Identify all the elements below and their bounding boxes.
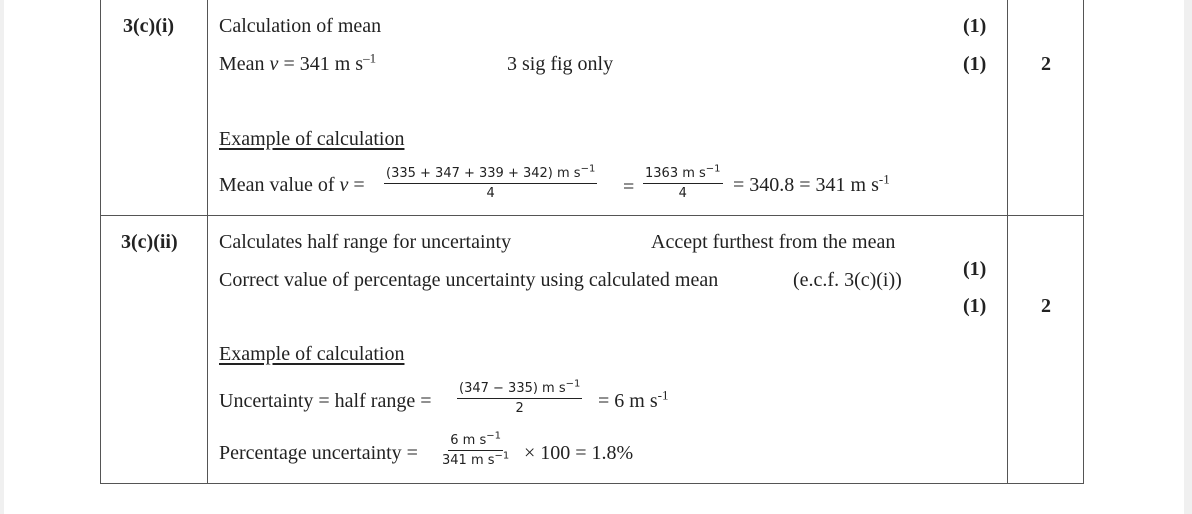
mark: (1) — [963, 295, 987, 317]
criterion-text: Correct value of percentage uncertainty using calculated mean — [219, 269, 719, 291]
criterion-text: Mean v = 341 m $s^{-1}$ — [219, 50, 377, 75]
row-divider — [101, 215, 1083, 216]
fraction-numerator: 6 m $s^{-1}$ — [448, 433, 503, 451]
example-label: Percentage uncertainty = — [219, 442, 418, 464]
fraction-numerator: 1363 m $s^{-1}$ — [643, 166, 723, 184]
criterion-text: Calculates half range for uncertainty — [219, 231, 512, 253]
example-result: = 6 m $s^{-1}$ — [598, 387, 669, 412]
fraction-numerator: (335 + 347 + 339 + 342) m $s^{-1}$ — [384, 166, 597, 184]
fraction — [457, 378, 582, 416]
column-divider — [1007, 0, 1008, 483]
fraction-denominator: 341 m $s^{-1}$ — [442, 450, 510, 468]
fraction-denominator: 4 — [486, 186, 495, 201]
marking-note: (e.c.f. 3(c)(i)) — [793, 269, 902, 291]
example-heading: Example of calculation — [219, 128, 405, 150]
fraction-denominator: 2 — [515, 401, 524, 416]
example-label: Uncertainty = half range = — [219, 390, 432, 412]
fraction — [384, 163, 597, 201]
marks-total: 2 — [1041, 295, 1051, 317]
mark: (1) — [963, 15, 987, 37]
marking-note: Accept furthest from the mean — [651, 231, 896, 253]
fraction — [442, 430, 510, 468]
column-divider — [207, 0, 208, 483]
example-result: = 340.8 = 341 m $s^{-1}$ — [733, 171, 890, 196]
fraction-numerator: (347 − 335) m $s^{-1}$ — [457, 381, 582, 399]
equals-sign: = — [623, 176, 635, 198]
marks-total: 2 — [1041, 53, 1051, 75]
example-label: Mean value of v = — [219, 174, 365, 196]
fraction-denominator: 4 — [678, 186, 687, 201]
document-page — [4, 0, 1184, 514]
mark-scheme-table — [100, 0, 1084, 484]
example-result: × 100 = 1.8% — [524, 442, 634, 464]
example-heading: Example of calculation — [219, 343, 405, 365]
question-id: 3(c)(i) — [123, 15, 175, 37]
mark: (1) — [963, 258, 987, 280]
criterion-text: Calculation of mean — [219, 15, 382, 37]
fraction — [643, 163, 723, 201]
question-id: 3(c)(ii) — [121, 231, 178, 253]
marking-note: 3 sig fig only — [507, 53, 614, 75]
mark: (1) — [963, 53, 987, 75]
